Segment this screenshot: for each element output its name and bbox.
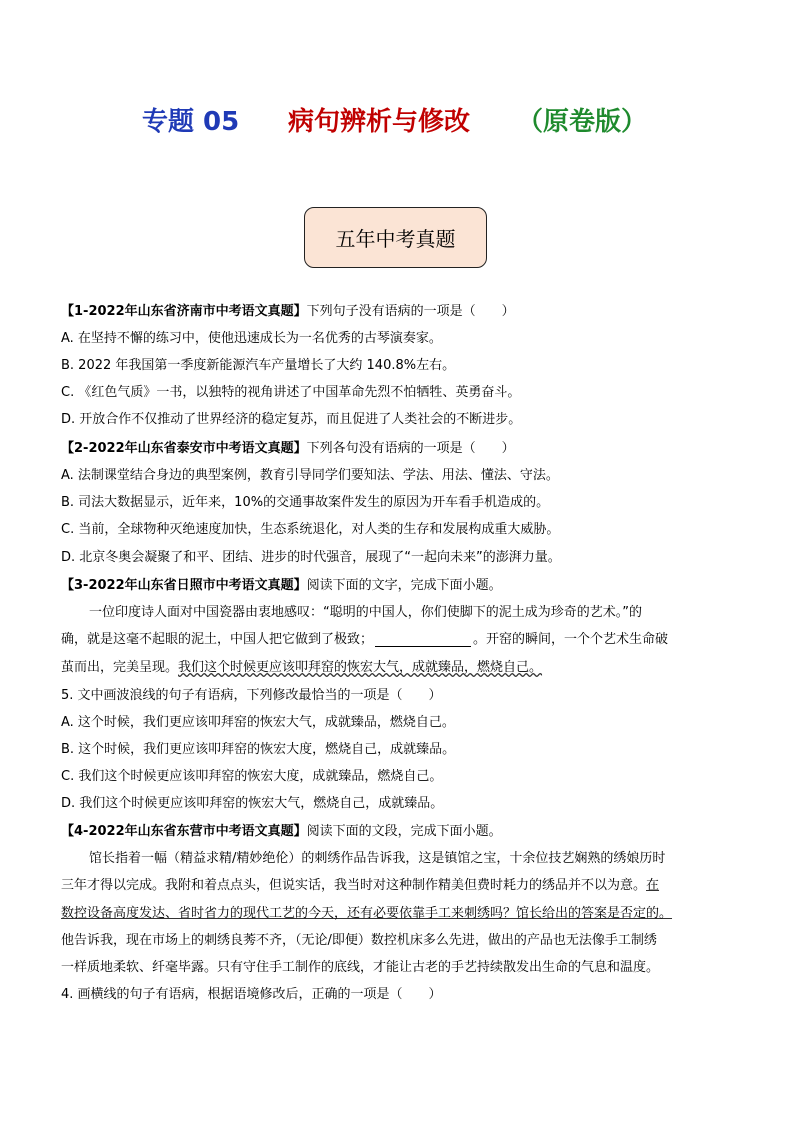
question-4-passage-line: 他告诉我，现在市场上的刺绣良莠不齐，（无论/即便）数控机床多么先进，做出的产品也无法像手工制绣 xyxy=(61,933,657,948)
question-1-option-a: A. 在坚持不懈的练习中，使他迅速成长为一名优秀的古琴演奏家。 xyxy=(61,331,442,346)
question-3-passage-line xyxy=(61,656,741,680)
question-3-option-a: A. 这个时候，我们更应该叩拜窑的恢宏大气，成就臻品，燃烧自己。 xyxy=(61,715,455,730)
question-3-passage-line xyxy=(61,628,741,652)
question-2-option-a: A. 法制课堂结合身边的典型案例，教育引导同学们要知法、学法、用法、懂法、守法。 xyxy=(61,468,559,483)
question-1-option-d: D. 开放合作不仅推动了世界经济的稳定复苏，而且促进了人类社会的不断进步。 xyxy=(61,412,522,427)
fill-in-blank[interactable] xyxy=(375,632,471,647)
question-2-source: 【2-2022年山东省泰安市中考语文真题】 xyxy=(61,441,307,456)
question-3-passage-line: 一位印度诗人面对中国瓷器由衷地感叹：“聪明的中国人，你们使脚下的泥土成为珍奇的艺术。”的 xyxy=(89,605,642,620)
passage-text: 茧而出，完美呈现。 xyxy=(61,660,179,675)
question-1-stem: 下列句子没有语病的一项是（ ） xyxy=(306,304,515,319)
underlined-sentence: 在 xyxy=(646,878,660,893)
question-3-source: 【3-2022年山东省日照市中考语文真题】 xyxy=(61,578,307,593)
question-3-subquestion: 5. 文中画波浪线的句子有语病，下列修改最恰当的一项是（ ） xyxy=(61,688,442,703)
question-4-subquestion: 4. 画横线的句子有语病，根据语境修改后，正确的一项是（ ） xyxy=(61,987,442,1002)
question-1-option-c: C. 《红色气质》一书，以独特的视角讲述了中国革命先烈不怕牺牲、英勇奋斗。 xyxy=(61,385,521,400)
question-4-stem: 阅读下面的文段，完成下面小题。 xyxy=(306,824,502,839)
passage-text: 三年才得以完成。我附和着点点头，但说实话，我当时对这种制作精美但费时耗力的绣品并不以为意。 xyxy=(61,878,647,893)
question-4-passage-line xyxy=(61,874,741,898)
question-3-header xyxy=(61,574,741,598)
question-3-option-c: C. 我们这个时候更应该叩拜窑的恢宏大度，成就臻品，燃烧自己。 xyxy=(61,769,443,784)
title-edition: （原卷版） xyxy=(517,107,648,137)
question-1-header xyxy=(61,300,741,324)
question-4-source: 【4-2022年山东省东营市中考语文真题】 xyxy=(61,824,307,839)
question-3-option-b: B. 这个时候，我们更应该叩拜窑的恢宏大度，燃烧自己，成就臻品。 xyxy=(61,742,456,757)
question-2-header xyxy=(61,437,741,461)
question-2-option-b: B. 司法大数据显示，近年来，10%的交通事故案件发生的原因为开车看手机造成的。 xyxy=(61,495,550,510)
section-badge: 五年中考真题 xyxy=(304,207,487,268)
page-title xyxy=(0,101,794,145)
title-topic-number: 专题 05 xyxy=(142,107,240,137)
passage-text: 确，就是这毫不起眼的泥土，中国人把它做到了极致； xyxy=(61,632,374,647)
question-2-option-c: C. 当前，全球物种灭绝速度加快，生态系统退化，对人类的生存和发展构成重大威胁。 xyxy=(61,522,560,537)
question-1-source: 【1-2022年山东省济南市中考语文真题】 xyxy=(61,304,307,319)
wavy-underlined-sentence: 我们这个时候更应该叩拜窑的恢宏大气，成就臻品，燃烧自己。 xyxy=(178,660,543,675)
title-topic-name: 病句辨析与修改 xyxy=(288,107,471,137)
underlined-sentence: 数控设备高度发达、省时省力的现代工艺的今天，还有必要依靠手工来刺绣吗？馆长给出的答案是否定的。 xyxy=(61,906,673,921)
question-1-option-b: B. 2022 年我国第一季度新能源汽车产量增长了大约 140.8%左右。 xyxy=(61,358,456,373)
question-3-stem: 阅读下面的文字，完成下面小题。 xyxy=(306,578,502,593)
question-2-stem: 下列各句没有语病的一项是（ ） xyxy=(306,441,515,456)
question-4-passage-line xyxy=(61,902,741,926)
question-4-header xyxy=(61,820,741,844)
question-2-option-d: D. 北京冬奥会凝聚了和平、团结、进步的时代强音，展现了“一起向未来”的澎湃力量。 xyxy=(61,550,561,565)
passage-text: 。开窑的瞬间，一个个艺术生命破 xyxy=(473,632,669,647)
question-3-option-d: D. 我们这个时候更应该叩拜窑的恢宏大气，燃烧自己，成就臻品。 xyxy=(61,796,444,811)
question-4-passage-line: 馆长指着一幅（精益求精/精妙绝伦）的刺绣作品告诉我，这是镇馆之宝，十余位技艺娴熟的绣娘历时 xyxy=(89,851,666,866)
question-4-passage-line: 一样质地柔软、纤毫毕露。只有守住手工制作的底线，才能让古老的手艺持续散发出生命的气息和温度。 xyxy=(61,960,660,975)
